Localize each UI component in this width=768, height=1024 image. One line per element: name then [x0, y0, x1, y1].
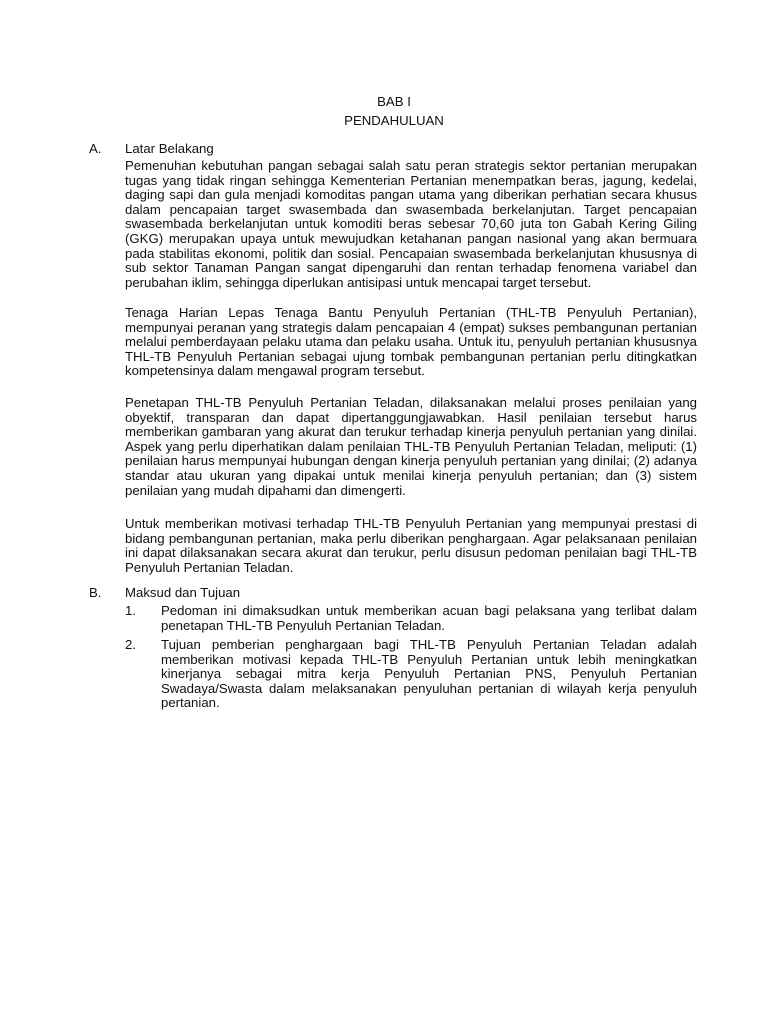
list-item-1-text: Pedoman ini dimaksudkan untuk memberikan acuan bagi pelaksana yang terlibat dalam penetapan THL-TB Penyuluh Pertanian Teladan. — [161, 603, 697, 633]
section-a-paragraph-3: Penetapan THL-TB Penyuluh Pertanian Teladan, dilaksanakan melalui proses penilaian yang obyektif, transparan dan dapat dipertanggungjawabkan. Hasil penilaian tersebut harus memberikan gambaran yang akurat dan terukur terhadap kinerja penyuluh pertanian yang dinilai. Aspek yang perlu diperhatikan dalam penilaian THL-TB Penyuluh Pertanian Teladan, meliputi: (1) penilaian harus mempunyai hubungan dengan kinerja penyuluh pertanian yang dinilai; (2) adanya standar atau ukuran yang dipakai untuk menilai kinerja penyuluh pertanian; dan (3) sistem penilaian yang mudah dipahami dan dimengerti. — [125, 395, 697, 498]
chapter-number: BAB I — [377, 94, 411, 109]
chapter-title: PENDAHULUAN — [344, 113, 444, 128]
section-b-heading: Maksud dan Tujuan — [125, 585, 241, 600]
list-item-2-number: 2. — [125, 637, 136, 652]
section-a-paragraph-4: Untuk memberikan motivasi terhadap THL-TB Penyuluh Pertanian yang mempunyai prestasi di bidang pembangunan pertanian, maka perlu diberikan penghargaan. Agar pelaksanaan penilaian ini dapat dilaksanakan secara akurat dan terukur, perlu disusun pedoman penilaian bagi THL-TB Penyuluh Pertanian Teladan. — [125, 516, 697, 575]
section-a-paragraph-1: Pemenuhan kebutuhan pangan sebagai salah satu peran strategis sektor pertanian merupakan tugas yang tidak ringan sehingga Kementerian Pertanian menempatkan beras, jagung, kedelai, daging sapi dan gula menjadi komoditas pangan utama yang diberikan perhatian secara khusus dalam pencapaian target swasembada dan swasembada berkelanjutan. Target pencapaian swasembada berkelanjutan untuk komoditi beras sebesar 70,60 juta ton Gabah Kering Giling (GKG) merupakan upaya untuk mewujudkan ketahanan pangan nasional yang akan bermuara pada stabilitas ekonomi, politik dan sosial. Pencapaian swasembada berkelanjutan khususnya di sub sektor Tanaman Pangan sangat dipengaruhi dan rentan terhadap fenomena variabel dan perubahan iklim, sehingga diperlukan antisipasi untuk mencapai target tersebut. — [125, 158, 697, 290]
list-item-2-text: Tujuan pemberian penghargaan bagi THL-TB Penyuluh Pertanian Teladan adalah memberikan motivasi kepada THL-TB Penyuluh Pertanian untuk lebih meningkatkan kinerjanya sebagai mitra kerja Penyuluh Pertanian PNS, Penyuluh Pertanian Swadaya/Swasta dalam melaksanakan penyuluhan pertanian di wilayah kerja penyuluh pertanian. — [161, 637, 697, 711]
section-b-letter: B. — [89, 585, 102, 600]
list-item-1-number: 1. — [125, 603, 136, 618]
section-a-heading: Latar Belakang — [125, 141, 214, 156]
section-a-letter: A. — [89, 141, 102, 156]
section-a-paragraph-2: Tenaga Harian Lepas Tenaga Bantu Penyuluh Pertanian (THL-TB Penyuluh Pertanian), mempunyai peranan yang strategis dalam pencapaian 4 (empat) sukses pembangunan pertanian melalui pemberdayaan pelaku utama dan pelaku usaha. Untuk itu, penyuluh pertanian khususnya THL-TB Penyuluh Pertanian sebagai ujung tombak pembangunan pertanian perlu ditingkatkan kompetensinya dalam mengawal program tersebut. — [125, 305, 697, 379]
